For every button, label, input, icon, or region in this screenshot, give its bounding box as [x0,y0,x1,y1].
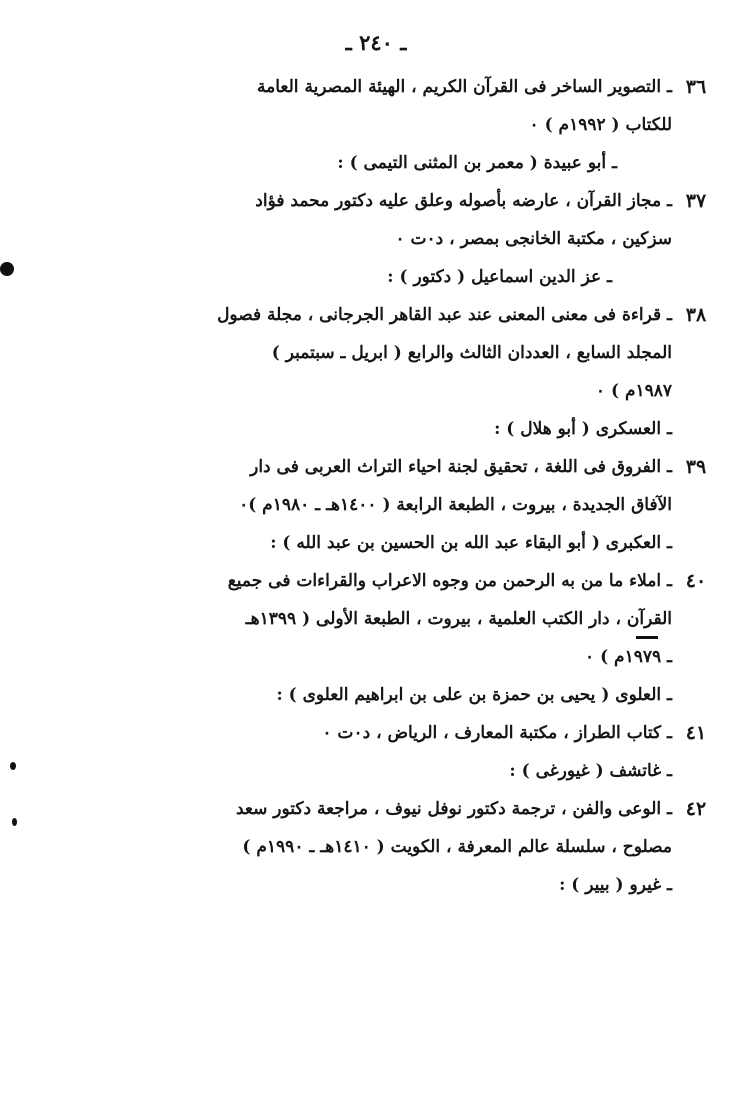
author-heading: ـ العلوى ( يحيى بن حمزة بن على بن ابراهيم العلوى ) : [276,685,672,705]
entry-line: ـ الفروق فى اللغة ، تحقيق لجنة احياء التراث العربى فى دار [250,457,672,477]
entry-line: ـ قراءة فى معنى المعنى عند عبد القاهر الجرجانى ، مجلة فصول [217,305,672,325]
entry-line: سزكين ، مكتبة الخانجى بمصر ، د٠ت ٠ [395,229,672,249]
entry-number: ٣٦ [685,76,707,98]
entry-line: ـ مجاز القرآن ، عارضه بأصوله وعلق عليه دكتور محمد فؤاد [255,191,672,211]
author-heading: ـ غيرو ( بيير ) : [559,875,672,895]
bibliography-entry [100,790,707,866]
bibliography-entry [100,68,707,144]
bibliography-entry [100,448,707,524]
entry-number: ٤١ [685,722,707,744]
entry-line: ـ التصوير الساخر فى القرآن الكريم ، الهيئة المصرية العامة [257,77,672,97]
author-heading: ـ العكبرى ( أبو البقاء عبد الله بن الحسين بن عبد الله ) : [270,533,672,553]
author-heading: ـ عز الدين اسماعيل ( دكتور ) : [387,267,612,287]
entry-number: ٤٠ [685,570,707,592]
entry-line: المجلد السابع ، العددان الثالث والرابع ( ابريل ـ سبتمبر ) [271,343,672,363]
scan-speck [10,762,16,770]
author-heading: ـ غاتشف ( غيورغى ) : [509,761,672,781]
scan-speck [636,636,658,639]
entry-number: ٤٢ [685,798,707,820]
bibliography-entry [100,562,707,676]
scan-speck [0,262,14,276]
bibliography-entry [100,714,707,752]
entry-line: مصلوح ، سلسلة عالم المعرفة ، الكويت ( ١٤١٠هـ ـ ١٩٩٠م ) [242,837,672,857]
bibliography-entry [100,182,707,258]
entry-line: ـ كتاب الطراز ، مكتبة المعارف ، الرياض ، د٠ت ٠ [322,723,672,743]
entry-line: ـ الوعى والفن ، ترجمة دكتور نوفل نيوف ، مراجعة دكتور سعد [235,799,672,819]
author-heading: ـ أبو عبيدة ( معمر بن المثنى التيمى ) : [337,153,617,173]
entry-number: ٣٩ [685,456,707,478]
entry-number: ٣٧ [685,190,707,212]
entry-line: ـ ١٩٧٩م ) ٠ [585,647,672,667]
bibliography-list [100,68,707,904]
entry-line: الآفاق الجديدة ، بيروت ، الطبعة الرابعة ( ١٤٠٠هـ ـ ١٩٨٠م )٠ [239,495,672,515]
scan-speck [12,818,17,826]
entry-line: ١٩٨٧م ) ٠ [595,381,672,401]
page-number: ـ ٢٤٠ ـ [345,30,407,55]
bibliography-entry [100,296,707,410]
entry-number: ٣٨ [685,304,707,326]
entry-line: ـ املاء ما من به الرحمن من وجوه الاعراب والقراءات فى جميع [227,571,672,591]
entry-line: للكتاب ( ١٩٩٢م ) ٠ [529,115,672,135]
entry-line: القرآن ، دار الكتب العلمية ، بيروت ، الطبعة الأولى ( ١٣٩٩هـ [245,609,672,629]
author-heading: ـ العسكرى ( أبو هلال ) : [494,419,672,439]
